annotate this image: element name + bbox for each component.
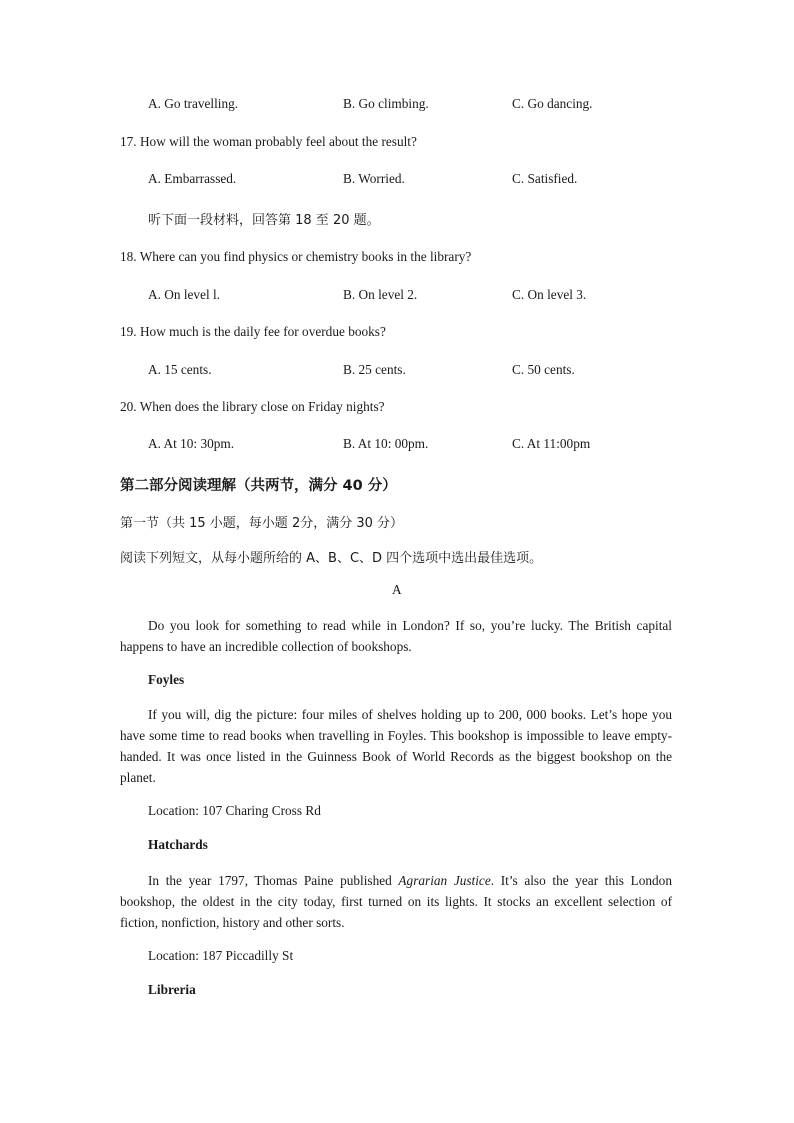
listening-instruction: 听下面一段材料，回答第 18 至 20 题。 [148, 213, 380, 228]
q17-option-a: A. Embarrassed. [148, 171, 237, 186]
q17-option-c: C. Satisfied. [512, 171, 578, 186]
q16-option-b: B. Go climbing. [343, 96, 429, 111]
q20-question: 20. When does the library close on Friday nights? [120, 399, 385, 414]
q16-option-a: A. Go travelling. [148, 96, 239, 111]
passage-intro: Do you look for something to read while in London? If so, you’re lucky. The British capital happens to have an incredible collection of bookshops. [120, 618, 672, 654]
book-title-agrarian-justice: Agrarian Justice [398, 873, 491, 888]
q20-option-a: A. At 10: 30pm. [148, 436, 235, 451]
section1-heading: 第一节（共 15 小题，每小题 2分，满分 30 分） [120, 516, 404, 531]
foyles-body: If you will, dig the picture: four miles of shelves holding up to 200, 000 books. Let’s hope you have some time to read books when travelling in Foyles. This bookshop is impossible to leave empty-handed. It was once listed in the Guinness Book of World Records as the biggest bookshop on the planet. [120, 707, 672, 785]
q19-option-c: C. 50 cents. [512, 362, 575, 377]
q19-question: 19. How much is the daily fee for overdue books? [120, 324, 386, 339]
hatchards-location: Location: 187 Piccadilly St [148, 948, 294, 963]
hatchards-body-before: In the year 1797, Thomas Paine published [148, 873, 399, 888]
part2-heading: 第二部分阅读理解（共两节，满分 40 分） [120, 478, 397, 494]
hatchards-title: Hatchards [148, 837, 208, 852]
q17-question: 17. How will the woman probably feel about the result? [120, 134, 417, 149]
passage-label: A [392, 582, 402, 597]
q20-option-b: B. At 10: 00pm. [343, 436, 429, 451]
foyles-title: Foyles [148, 672, 185, 687]
q19-option-b: B. 25 cents. [343, 362, 406, 377]
q17-option-b: B. Worried. [343, 171, 405, 186]
q18-question: 18. Where can you find physics or chemistry books in the library? [120, 249, 472, 264]
q18-option-b: B. On level 2. [343, 287, 418, 302]
reading-instruction: 阅读下列短文，从每小题所给的 A、B、C、D 四个选项中选出最佳选项。 [120, 551, 543, 566]
q19-option-a: A. 15 cents. [148, 362, 212, 377]
q20-option-c: C. At 11:00pm [512, 436, 591, 451]
hatchards-body-after: . It’s also the year this London bookshop, the oldest in the city today, first turned on its lights. It stocks an excellent selection of fiction, nonfiction, history and other sorts. [120, 873, 672, 930]
q18-option-c: C. On level 3. [512, 287, 587, 302]
q18-option-a: A. On level l. [148, 287, 221, 302]
hatchards-body [120, 870, 672, 933]
foyles-location: Location: 107 Charing Cross Rd [148, 803, 321, 818]
libreria-title: Libreria [148, 982, 196, 997]
q16-option-c: C. Go dancing. [512, 96, 593, 111]
